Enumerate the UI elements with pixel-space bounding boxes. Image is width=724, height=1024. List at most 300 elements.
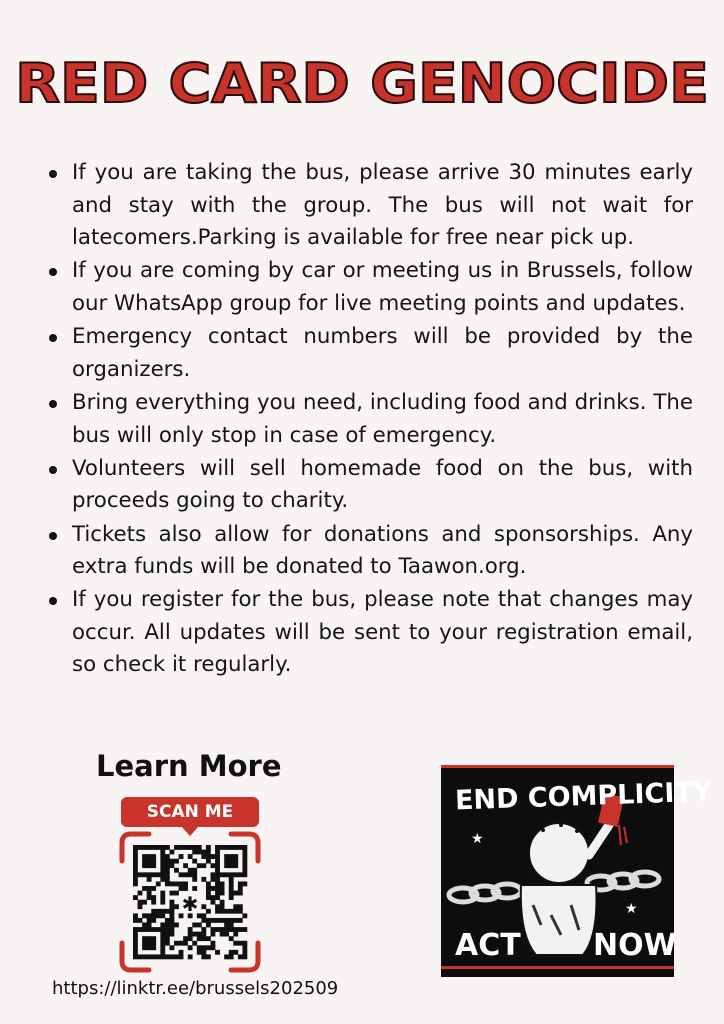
qr-module bbox=[174, 923, 179, 928]
qr-module bbox=[233, 918, 238, 923]
qr-module bbox=[229, 891, 234, 896]
qr-module bbox=[160, 932, 165, 937]
qr-module bbox=[165, 868, 170, 873]
qr-module bbox=[142, 854, 147, 859]
qr-module bbox=[224, 918, 229, 923]
qr-module bbox=[151, 854, 156, 859]
qr-module bbox=[211, 895, 216, 900]
qr-module bbox=[133, 850, 138, 855]
qr-module bbox=[215, 854, 220, 859]
qr-module bbox=[169, 863, 174, 868]
qr-module bbox=[224, 909, 229, 914]
qr-module bbox=[165, 872, 170, 877]
qr-module bbox=[197, 845, 202, 850]
qr-module bbox=[133, 872, 138, 877]
qr-module bbox=[206, 895, 211, 900]
qr-module bbox=[142, 945, 147, 950]
qr-module bbox=[160, 950, 165, 955]
qr-module bbox=[229, 923, 234, 928]
list-item-text: Bring everything you need, including food and drinks. The bus will only stop in case of emergency. bbox=[72, 389, 693, 448]
qr-module bbox=[220, 881, 225, 886]
list-item bbox=[48, 321, 693, 386]
qr-module bbox=[142, 900, 147, 905]
qr-center-logo-icon: ✱ bbox=[181, 892, 199, 916]
qr-module bbox=[174, 859, 179, 864]
qr-module bbox=[160, 945, 165, 950]
qr-module bbox=[201, 932, 206, 937]
qr-module bbox=[188, 854, 193, 859]
qr-module bbox=[133, 945, 138, 950]
qr-module bbox=[238, 872, 243, 877]
qr-module bbox=[151, 918, 156, 923]
qr-module bbox=[233, 859, 238, 864]
qr-module bbox=[174, 904, 179, 909]
end-complicity-poster bbox=[441, 765, 713, 977]
qr-module bbox=[238, 891, 243, 896]
bullet-icon bbox=[49, 466, 57, 474]
qr-module bbox=[206, 854, 211, 859]
qr-module bbox=[192, 932, 197, 937]
qr-module bbox=[192, 868, 197, 873]
list-item bbox=[48, 387, 693, 452]
qr-module bbox=[133, 854, 138, 859]
qr-module bbox=[138, 845, 143, 850]
qr-module bbox=[242, 845, 247, 850]
bullet-icon bbox=[49, 268, 57, 276]
qr-module bbox=[233, 950, 238, 955]
qr-module bbox=[147, 918, 152, 923]
qr-module bbox=[165, 936, 170, 941]
qr-module bbox=[238, 881, 243, 886]
qr-module bbox=[179, 872, 184, 877]
qr-module bbox=[192, 877, 197, 882]
qr-module bbox=[197, 950, 202, 955]
qr-module bbox=[229, 872, 234, 877]
qr-module bbox=[224, 954, 229, 959]
qr-module bbox=[133, 845, 138, 850]
qr-module bbox=[197, 932, 202, 937]
qr-module bbox=[201, 950, 206, 955]
qr-module bbox=[151, 936, 156, 941]
poster-top-text: END COMPLICITY bbox=[454, 776, 713, 817]
qr-module bbox=[206, 859, 211, 864]
qr-module bbox=[233, 904, 238, 909]
qr-module bbox=[133, 881, 138, 886]
qr-module bbox=[197, 863, 202, 868]
qr-module bbox=[183, 881, 188, 886]
qr-module bbox=[238, 954, 243, 959]
qr-module bbox=[206, 845, 211, 850]
qr-module bbox=[151, 859, 156, 864]
qr-module bbox=[211, 927, 216, 932]
qr-module bbox=[156, 927, 161, 932]
scan-me-label: SCAN ME bbox=[146, 802, 234, 822]
qr-module bbox=[169, 913, 174, 918]
qr-module bbox=[188, 872, 193, 877]
qr-module bbox=[206, 936, 211, 941]
list-item bbox=[48, 157, 693, 255]
qr-module bbox=[160, 936, 165, 941]
list-item bbox=[48, 584, 693, 682]
qr-module bbox=[174, 954, 179, 959]
qr-module bbox=[151, 845, 156, 850]
qr-module bbox=[192, 859, 197, 864]
qr-module bbox=[211, 932, 216, 937]
qr-module bbox=[238, 918, 243, 923]
qr-module bbox=[165, 941, 170, 946]
qr-module bbox=[179, 881, 184, 886]
page-title: RED CARD GENOCIDE bbox=[15, 52, 709, 115]
qr-module bbox=[156, 909, 161, 914]
qr-module bbox=[138, 891, 143, 896]
qr-module bbox=[156, 954, 161, 959]
qr-module bbox=[220, 845, 225, 850]
qr-module bbox=[211, 918, 216, 923]
qr-module bbox=[242, 950, 247, 955]
qr-module bbox=[201, 945, 206, 950]
qr-module bbox=[133, 936, 138, 941]
qr-module bbox=[142, 872, 147, 877]
qr-module bbox=[206, 923, 211, 928]
qr-module bbox=[165, 845, 170, 850]
qr-module bbox=[242, 954, 247, 959]
learn-more-heading: Learn More bbox=[96, 749, 282, 783]
qr-module bbox=[188, 954, 193, 959]
qr-module bbox=[160, 909, 165, 914]
qr-module bbox=[160, 923, 165, 928]
qr-module bbox=[142, 954, 147, 959]
qr-module bbox=[229, 950, 234, 955]
qr-module bbox=[188, 845, 193, 850]
qr-module bbox=[224, 923, 229, 928]
qr-module bbox=[188, 927, 193, 932]
qr-module bbox=[147, 895, 152, 900]
scan-me-badge bbox=[121, 797, 259, 827]
qr-module bbox=[229, 881, 234, 886]
qr-module bbox=[183, 845, 188, 850]
qr-module bbox=[211, 872, 216, 877]
qr-module bbox=[160, 850, 165, 855]
qr-module bbox=[147, 945, 152, 950]
qr-module bbox=[151, 927, 156, 932]
qr-module bbox=[151, 872, 156, 877]
qr-module bbox=[201, 850, 206, 855]
qr-module bbox=[169, 850, 174, 855]
qr-module bbox=[220, 927, 225, 932]
qr-module bbox=[229, 877, 234, 882]
qr-module bbox=[183, 863, 188, 868]
qr-module bbox=[229, 954, 234, 959]
qr-module bbox=[165, 932, 170, 937]
qr-module bbox=[138, 918, 143, 923]
qr-module bbox=[165, 863, 170, 868]
qr-module bbox=[160, 900, 165, 905]
qr-module bbox=[224, 859, 229, 864]
bullet-icon bbox=[49, 532, 57, 540]
qr-module bbox=[179, 950, 184, 955]
qr-module bbox=[147, 845, 152, 850]
qr-module bbox=[220, 932, 225, 937]
qr-module bbox=[229, 936, 234, 941]
qr-module bbox=[174, 868, 179, 873]
qr-module bbox=[183, 936, 188, 941]
qr-module bbox=[151, 954, 156, 959]
qr-module bbox=[156, 872, 161, 877]
qr-module bbox=[229, 909, 234, 914]
qr-module bbox=[147, 941, 152, 946]
qr-module bbox=[224, 845, 229, 850]
qr-module bbox=[220, 900, 225, 905]
qr-module bbox=[151, 895, 156, 900]
list-item-text: If you are coming by car or meeting us in Brussels, follow our WhatsApp group for live meeting points and updates. bbox=[72, 258, 693, 316]
qr-module bbox=[215, 895, 220, 900]
qr-module bbox=[238, 941, 243, 946]
qr-module bbox=[179, 886, 184, 891]
qr-module bbox=[188, 945, 193, 950]
qr-module bbox=[215, 850, 220, 855]
qr-module bbox=[160, 941, 165, 946]
qr-module bbox=[242, 854, 247, 859]
qr-module bbox=[242, 913, 247, 918]
qr-module bbox=[169, 891, 174, 896]
qr-module bbox=[151, 900, 156, 905]
qr-module bbox=[151, 909, 156, 914]
qr-module bbox=[206, 850, 211, 855]
qr-module bbox=[142, 913, 147, 918]
qr-module bbox=[242, 859, 247, 864]
qr-module bbox=[238, 845, 243, 850]
qr-module bbox=[215, 886, 220, 891]
qr-module bbox=[147, 913, 152, 918]
poster-act-text: ACT bbox=[455, 928, 521, 963]
list-item-text: Tickets also allow for donations and sponsorships. Any extra funds will be donated to Taawon.org. bbox=[72, 521, 693, 580]
qr-module bbox=[224, 872, 229, 877]
qr-module bbox=[229, 859, 234, 864]
qr-module bbox=[215, 950, 220, 955]
qr-module bbox=[242, 945, 247, 950]
qr-module bbox=[220, 909, 225, 914]
list-item-text: If you are taking the bus, please arrive 30 minutes early and stay with the group. The bus will not wait for latecomers.Parking is available for free near pick up. bbox=[72, 160, 693, 251]
qr-module bbox=[215, 904, 220, 909]
qr-module bbox=[233, 872, 238, 877]
qr-module bbox=[229, 863, 234, 868]
qr-module bbox=[215, 868, 220, 873]
qr-module bbox=[242, 941, 247, 946]
list-item-text: Volunteers will sell homemade food on the bus, with proceeds going to charity. bbox=[72, 455, 693, 514]
qr-module bbox=[220, 904, 225, 909]
qr-module bbox=[169, 900, 174, 905]
link-url[interactable]: https://linktr.ee/brussels202509 bbox=[52, 978, 339, 999]
qr-module bbox=[197, 945, 202, 950]
qr-module bbox=[179, 954, 184, 959]
qr-module bbox=[133, 927, 138, 932]
qr-module bbox=[147, 927, 152, 932]
qr-module bbox=[165, 918, 170, 923]
qr-module bbox=[242, 872, 247, 877]
qr-module bbox=[179, 854, 184, 859]
qr-module bbox=[229, 886, 234, 891]
qr-module bbox=[233, 927, 238, 932]
info-list bbox=[48, 157, 693, 683]
qr-module bbox=[179, 941, 184, 946]
qr-module bbox=[238, 909, 243, 914]
qr-module bbox=[147, 954, 152, 959]
qr-module bbox=[160, 845, 165, 850]
qr-module bbox=[160, 854, 165, 859]
qr-module bbox=[229, 927, 234, 932]
star-icon: ★ bbox=[471, 831, 484, 847]
qr-module bbox=[142, 886, 147, 891]
qr-module bbox=[169, 859, 174, 864]
list-item-text: Emergency contact numbers will be provided by the organizers. bbox=[72, 324, 693, 382]
qr-module bbox=[197, 923, 202, 928]
qr-module bbox=[156, 913, 161, 918]
qr-module bbox=[215, 918, 220, 923]
qr-module bbox=[169, 881, 174, 886]
qr-module bbox=[220, 886, 225, 891]
qr-module bbox=[201, 936, 206, 941]
qr-module bbox=[165, 881, 170, 886]
qr-module bbox=[201, 904, 206, 909]
list-item-text: If you register for the bus, please note that changes may occur. All updates will be sent to your registration email, so check it regularly. bbox=[72, 587, 693, 678]
qr-module bbox=[201, 913, 206, 918]
qr-module bbox=[156, 845, 161, 850]
qr-module bbox=[215, 863, 220, 868]
qr-module bbox=[169, 945, 174, 950]
qr-module bbox=[174, 881, 179, 886]
qr-module bbox=[133, 913, 138, 918]
qr-module bbox=[160, 859, 165, 864]
qr-module bbox=[147, 923, 152, 928]
qr-module bbox=[229, 895, 234, 900]
qr-module bbox=[151, 863, 156, 868]
qr-code[interactable] bbox=[119, 831, 261, 973]
qr-module bbox=[169, 932, 174, 937]
qr-module bbox=[151, 941, 156, 946]
qr-module bbox=[188, 868, 193, 873]
qr-module bbox=[197, 850, 202, 855]
qr-module bbox=[206, 881, 211, 886]
qr-module bbox=[242, 863, 247, 868]
qr-module bbox=[138, 927, 143, 932]
qr-module bbox=[211, 945, 216, 950]
qr-module bbox=[233, 863, 238, 868]
qr-module bbox=[224, 863, 229, 868]
list-item bbox=[48, 453, 693, 518]
qr-module bbox=[233, 932, 238, 937]
qr-module bbox=[238, 927, 243, 932]
qr-module bbox=[151, 913, 156, 918]
qr-module bbox=[169, 954, 174, 959]
qr-module bbox=[142, 927, 147, 932]
qr-module bbox=[211, 877, 216, 882]
qr-module bbox=[233, 854, 238, 859]
qr-module bbox=[211, 900, 216, 905]
qr-module bbox=[160, 868, 165, 873]
qr-module bbox=[215, 909, 220, 914]
qr-module bbox=[142, 923, 147, 928]
qr-module bbox=[206, 891, 211, 896]
qr-module bbox=[183, 872, 188, 877]
qr-module bbox=[183, 941, 188, 946]
qr-module bbox=[192, 850, 197, 855]
qr-module bbox=[160, 863, 165, 868]
qr-module bbox=[133, 868, 138, 873]
qr-module bbox=[192, 886, 197, 891]
qr-module bbox=[133, 863, 138, 868]
qr-module bbox=[183, 886, 188, 891]
qr-module bbox=[229, 845, 234, 850]
qr-module bbox=[192, 941, 197, 946]
qr-module bbox=[206, 954, 211, 959]
qr-module bbox=[138, 900, 143, 905]
qr-module bbox=[220, 891, 225, 896]
qr-module bbox=[242, 850, 247, 855]
qr-module bbox=[206, 945, 211, 950]
qr-module bbox=[201, 954, 206, 959]
qr-module bbox=[169, 927, 174, 932]
qr-module bbox=[233, 909, 238, 914]
qr-module bbox=[211, 886, 216, 891]
qr-module bbox=[192, 845, 197, 850]
qr-module bbox=[242, 927, 247, 932]
bullet-icon bbox=[49, 334, 57, 342]
qr-module bbox=[133, 918, 138, 923]
qr-module bbox=[133, 895, 138, 900]
qr-module bbox=[160, 872, 165, 877]
bullet-icon bbox=[49, 400, 57, 408]
qr-module bbox=[238, 904, 243, 909]
poster-now-text: NOW bbox=[593, 928, 677, 963]
qr-module bbox=[169, 918, 174, 923]
qr-module bbox=[169, 909, 174, 914]
qr-module bbox=[156, 881, 161, 886]
qr-module bbox=[151, 886, 156, 891]
qr-module bbox=[215, 927, 220, 932]
qr-module bbox=[142, 936, 147, 941]
qr-module bbox=[165, 909, 170, 914]
star-icon: ★ bbox=[625, 901, 638, 917]
qr-module bbox=[165, 877, 170, 882]
qr-module bbox=[211, 941, 216, 946]
qr-module bbox=[160, 877, 165, 882]
qr-module bbox=[165, 954, 170, 959]
qr-module bbox=[174, 891, 179, 896]
qr-module bbox=[160, 891, 165, 896]
qr-module bbox=[142, 859, 147, 864]
bullet-icon bbox=[49, 597, 57, 605]
list-item bbox=[48, 519, 693, 584]
qr-module bbox=[160, 895, 165, 900]
qr-module bbox=[160, 913, 165, 918]
qr-module bbox=[147, 863, 152, 868]
qr-module bbox=[215, 845, 220, 850]
qr-module bbox=[179, 845, 184, 850]
qr-module bbox=[169, 923, 174, 928]
list-item bbox=[48, 255, 693, 320]
qr-module bbox=[147, 859, 152, 864]
qr-module bbox=[215, 891, 220, 896]
qr-module bbox=[133, 859, 138, 864]
qr-module bbox=[188, 932, 193, 937]
qr-module bbox=[211, 863, 216, 868]
qr-module bbox=[229, 918, 234, 923]
qr-module bbox=[242, 868, 247, 873]
qr-module bbox=[133, 950, 138, 955]
qr-module bbox=[211, 854, 216, 859]
qr-module bbox=[165, 923, 170, 928]
qr-module bbox=[133, 877, 138, 882]
